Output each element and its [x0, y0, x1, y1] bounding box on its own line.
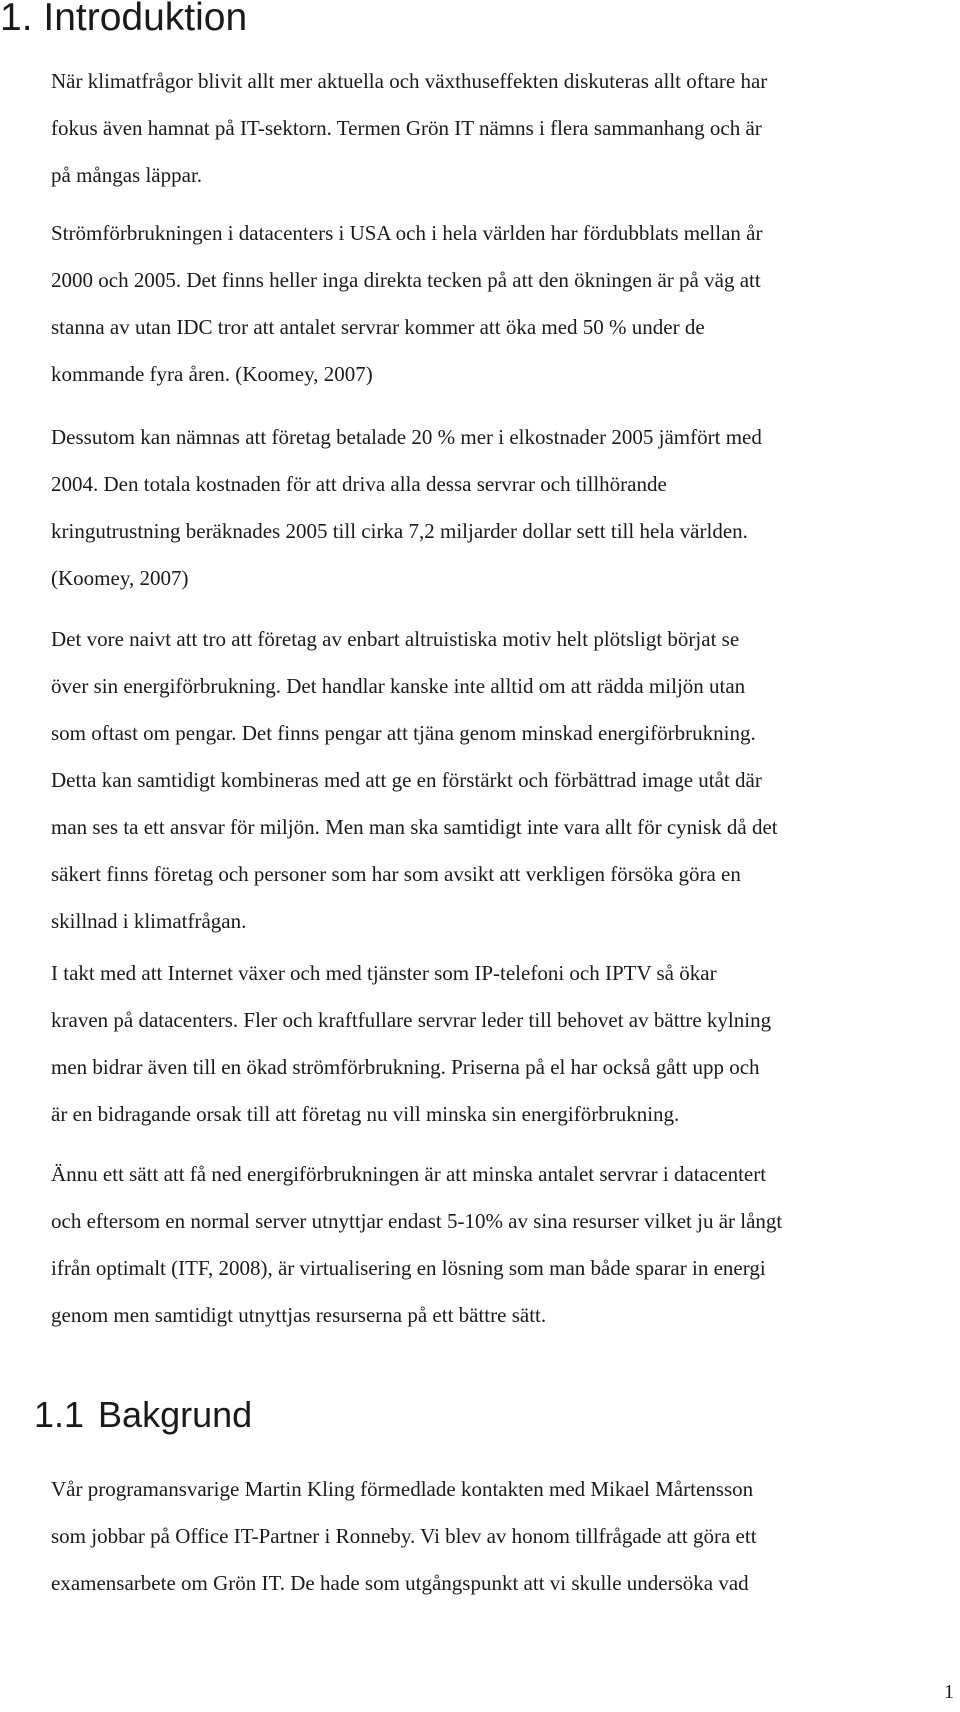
text-line: Strömförbrukningen i datacenters i USA och i hela världen har fördubblats mellan år [51, 221, 763, 245]
paragraph-bakgrund [51, 1466, 951, 1607]
section-title: Bakgrund [98, 1394, 253, 1435]
paragraph-4 [51, 616, 951, 945]
text-line: skillnad i klimatfrågan. [51, 909, 247, 933]
text-line: genom men samtidigt utnyttjas resurserna på ett bättre sätt. [51, 1303, 547, 1327]
text-line: på mångas läppar. [51, 163, 203, 187]
text-line: (Koomey, 2007) [51, 566, 189, 590]
text-line: över sin energiförbrukning. Det handlar kanske inte alltid om att rädda miljön utan [51, 674, 746, 698]
text-line: men bidrar även till en ökad strömförbrukning. Priserna på el har också gått upp och [51, 1055, 760, 1079]
paragraph-3 [51, 414, 951, 602]
text-line: 2000 och 2005. Det finns heller inga direkta tecken på att den ökningen är på väg att [51, 268, 761, 292]
page-number: 1 [944, 1681, 954, 1703]
text-line: är en bidragande orsak till att företag nu vill minska sin energiförbrukning. [51, 1102, 680, 1126]
text-line: stanna av utan IDC tror att antalet servrar kommer att öka med 50 % under de [51, 315, 705, 339]
text-line: säkert finns företag och personer som har som avsikt att verkligen försöka göra en [51, 862, 741, 886]
text-line: kringutrustning beräknades 2005 till cirka 7,2 miljarder dollar sett till hela världen. [51, 519, 748, 543]
text-line: När klimatfrågor blivit allt mer aktuella och växthuseffekten diskuteras allt oftare har [51, 69, 768, 93]
section-number: 1.1 [34, 1394, 85, 1435]
text-line: Det vore naivt att tro att företag av enbart altruistiska motiv helt plötsligt börjat se [51, 627, 740, 651]
text-line: I takt med att Internet växer och med tjänster som IP-telefoni och IPTV så ökar [51, 961, 717, 985]
text-line: examensarbete om Grön IT. De hade som utgångspunkt att vi skulle undersöka vad [51, 1571, 749, 1595]
paragraph-1 [51, 58, 951, 199]
text-line: som oftast om pengar. Det finns pengar att tjäna genom minskad energiförbrukning. [51, 721, 756, 745]
text-line: Detta kan samtidigt kombineras med att ge en förstärkt och förbättrad image utåt där [51, 768, 762, 792]
text-line: som jobbar på Office IT-Partner i Ronneby. Vi blev av honom tillfrågade att göra ett [51, 1524, 757, 1548]
text-line: och eftersom en normal server utnyttjar endast 5-10% av sina resurser vilket ju är långt [51, 1209, 783, 1233]
section-heading-bakgrund [34, 1393, 252, 1437]
section-heading-introduktion: 1. Introduktion [0, 0, 248, 39]
text-line: Ännu ett sätt att få ned energiförbrukningen är att minska antalet servrar i datacentert [51, 1162, 767, 1186]
text-line: kraven på datacenters. Fler och kraftfullare servrar leder till behovet av bättre kylning [51, 1008, 772, 1032]
text-line: Dessutom kan nämnas att företag betalade 20 % mer i elkostnader 2005 jämfört med [51, 425, 762, 449]
paragraph-2 [51, 210, 951, 398]
text-line: fokus även hamnat på IT-sektorn. Termen Grön IT nämns i flera sammanhang och är [51, 116, 762, 140]
paragraph-6 [51, 1151, 951, 1339]
text-line: 2004. Den totala kostnaden för att driva alla dessa servrar och tillhörande [51, 472, 667, 496]
text-line: Vår programansvarige Martin Kling förmedlade kontakten med Mikael Mårtensson [51, 1477, 754, 1501]
text-line: kommande fyra åren. (Koomey, 2007) [51, 362, 373, 386]
text-line: man ses ta ett ansvar för miljön. Men man ska samtidigt inte vara allt för cynisk då det [51, 815, 778, 839]
paragraph-5 [51, 950, 951, 1138]
text-line: ifrån optimalt (ITF, 2008), är virtualisering en lösning som man både sparar in energi [51, 1256, 766, 1280]
